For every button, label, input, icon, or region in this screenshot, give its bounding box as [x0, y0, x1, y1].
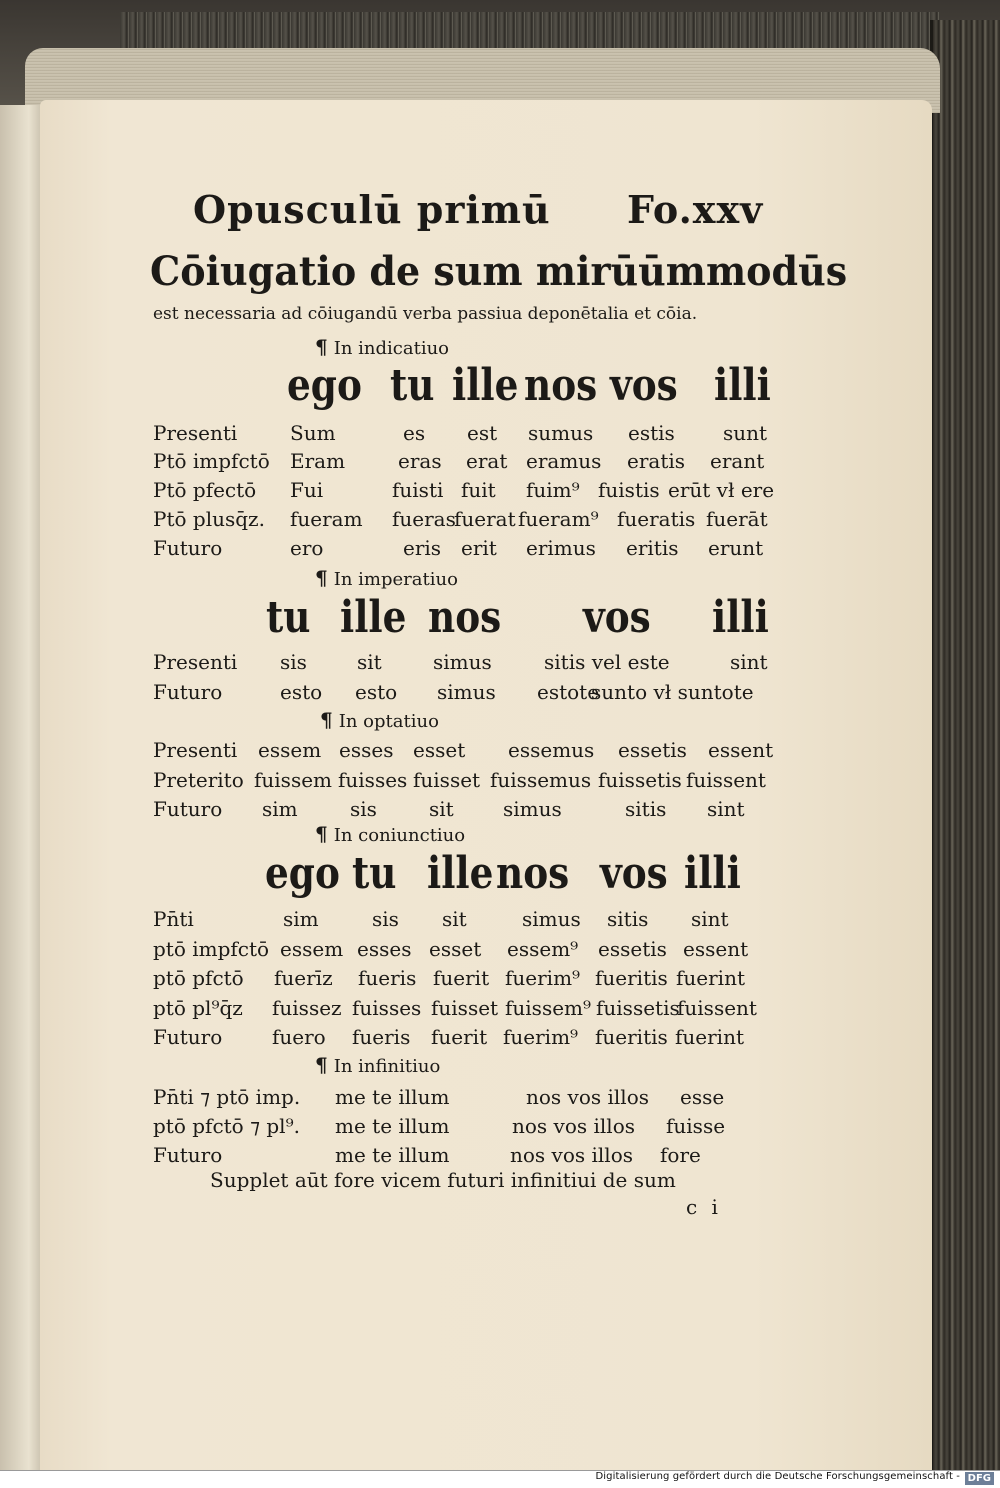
- tense-label: Ptō impfctō: [153, 449, 270, 473]
- pilcrow-mark: ¶: [315, 1053, 328, 1077]
- verb-form: esses: [357, 937, 412, 961]
- title-subline: est necessaria ad cōiugandū verba passiua deponētalia et cōia.: [153, 304, 698, 324]
- pilcrow-mark: ¶: [315, 822, 328, 846]
- verb-form: fuerīz: [274, 966, 333, 990]
- pronoun: nos: [496, 848, 570, 899]
- verb-form: nos vos illos: [526, 1085, 649, 1109]
- verb-form: sumus: [528, 421, 594, 445]
- verb-form: esto: [355, 680, 398, 704]
- tense-label: Futuro: [153, 1143, 223, 1167]
- mood-label-imperative: [315, 566, 458, 590]
- verb-form: fuissem: [254, 768, 333, 792]
- verb-form: eritis: [626, 536, 679, 560]
- verb-form: sint: [730, 650, 768, 674]
- verb-form: essem: [280, 937, 344, 961]
- verb-form: sitis: [625, 797, 667, 821]
- tense-label: Ptō pfectō: [153, 478, 257, 502]
- verb-form: fueram⁹: [518, 507, 599, 531]
- tense-label: Futuro: [153, 680, 223, 704]
- verb-form: sitis: [607, 907, 649, 931]
- verb-form: fuisset: [413, 768, 481, 792]
- mood-label-text: In optatiuo: [338, 711, 439, 732]
- verb-form: simus: [522, 907, 581, 931]
- verb-form: sim: [283, 907, 319, 931]
- verb-form: fuerat: [454, 507, 516, 531]
- verb-form: fuissent: [677, 996, 757, 1020]
- tense-label: ptō pfctō: [153, 966, 244, 990]
- verb-form: fuissez: [272, 996, 342, 1020]
- verb-form: esset: [413, 738, 466, 762]
- verb-form: essemus: [508, 738, 595, 762]
- mood-label-text: In infinitiuo: [333, 1056, 441, 1077]
- folio-number: Fo.xxv: [627, 187, 764, 232]
- footer-credit: Digitalisierung gefördert durch die Deutsche Forschungsgemeinschaft -: [595, 1471, 960, 1482]
- verb-form: erunt: [708, 536, 764, 560]
- tense-label: ptō impfctō: [153, 937, 270, 961]
- verb-form: fueras: [392, 507, 456, 531]
- pronoun: ille: [427, 848, 494, 899]
- verb-form: essem⁹: [507, 937, 579, 961]
- verb-form: essent: [683, 937, 749, 961]
- verb-form: sit: [357, 650, 382, 674]
- infinitive-note: Supplet aūt fore vicem futuri infinitiui de sum: [210, 1168, 676, 1192]
- pronoun: ille: [340, 592, 407, 643]
- tense-label: Pn̄ti: [153, 907, 194, 931]
- tense-label: Presenti: [153, 650, 238, 674]
- verb-form: erant: [710, 449, 765, 473]
- mood-label-optative: [320, 708, 439, 732]
- verb-form: sint: [707, 797, 745, 821]
- verb-form: fuerim⁹: [505, 966, 581, 990]
- verb-form: nos vos illos: [512, 1114, 635, 1138]
- verb-form: fueritis: [595, 1025, 668, 1049]
- verb-form: sit: [442, 907, 467, 931]
- pronoun: nos: [428, 592, 502, 643]
- verb-form: fuissetis: [598, 768, 682, 792]
- verb-form: fueritis: [595, 966, 668, 990]
- mood-label-text: In imperatiuo: [333, 569, 458, 590]
- verb-form: eras: [398, 449, 442, 473]
- tense-label: Preterito: [153, 768, 244, 792]
- verb-form: eratis: [627, 449, 686, 473]
- verb-form: estis: [628, 421, 675, 445]
- verb-form: essent: [708, 738, 774, 762]
- pilcrow-mark: ¶: [315, 566, 328, 590]
- tense-label: Pn̄ti ⁊ ptō imp.: [153, 1085, 301, 1109]
- verb-form: Eram: [290, 449, 346, 473]
- verb-form: fuisses: [338, 768, 408, 792]
- pronoun: ego: [287, 360, 362, 411]
- verb-form: fuerim⁹: [503, 1025, 579, 1049]
- tense-label: Futuro: [153, 536, 223, 560]
- verb-form: simus: [433, 650, 492, 674]
- pronoun: ego: [265, 848, 340, 899]
- verb-form: est: [467, 421, 498, 445]
- verb-form: fuerāt: [706, 507, 768, 531]
- mood-label-text: In coniunctiuo: [333, 825, 466, 846]
- verb-form: fuisse: [666, 1114, 726, 1138]
- pronoun: nos: [524, 360, 598, 411]
- verb-form: sunto vł suntote: [591, 680, 754, 704]
- verb-form: sim: [262, 797, 298, 821]
- verb-form: fueram: [290, 507, 363, 531]
- verb-form: fore: [660, 1143, 701, 1167]
- verb-form: essem: [258, 738, 322, 762]
- pilcrow-mark: ¶: [315, 335, 328, 359]
- verb-form: essetis: [598, 937, 667, 961]
- verb-form: eris: [403, 536, 442, 560]
- signature-mark: c i: [686, 1195, 722, 1219]
- verb-form: esset: [429, 937, 482, 961]
- tense-label: ptō pfctō ⁊ pl⁹.: [153, 1114, 300, 1138]
- verb-form: simus: [437, 680, 496, 704]
- pronoun: vos: [610, 360, 678, 411]
- verb-form: me te illum: [335, 1143, 450, 1167]
- verb-form: essetis: [618, 738, 687, 762]
- verb-form: eramus: [526, 449, 602, 473]
- verb-form: fuerit: [431, 1025, 488, 1049]
- verb-form: fueris: [358, 966, 417, 990]
- verb-form: erit: [461, 536, 497, 560]
- verb-form: nos vos illos: [510, 1143, 633, 1167]
- verb-form: fuistis: [598, 478, 660, 502]
- pronoun: tu: [390, 360, 435, 411]
- tense-label: Ptō plusq̄z.: [153, 507, 265, 531]
- verb-form: erūt vł ere: [668, 478, 775, 502]
- verb-form: fuissent: [686, 768, 766, 792]
- verb-form: fuim⁹: [526, 478, 580, 502]
- verb-form: sint: [691, 907, 729, 931]
- dfg-logo-icon[interactable]: DFG: [965, 1472, 994, 1485]
- book-binding-top: [120, 12, 940, 50]
- tense-label: Presenti: [153, 738, 238, 762]
- tense-label: Presenti: [153, 421, 238, 445]
- verb-form: fuerint: [675, 1025, 744, 1049]
- pronoun: illi: [712, 592, 769, 643]
- verb-form: sis: [372, 907, 399, 931]
- tense-label: Futuro: [153, 1025, 223, 1049]
- running-title: Opusculū primū: [193, 187, 551, 232]
- mood-label-indicative: [315, 335, 449, 359]
- verb-form: esses: [339, 738, 394, 762]
- verb-form: esse: [680, 1085, 725, 1109]
- verb-form: me te illum: [335, 1114, 450, 1138]
- verb-form: sunt: [723, 421, 768, 445]
- verb-form: fuerit: [433, 966, 490, 990]
- pronoun: illi: [684, 848, 741, 899]
- verb-form: estote: [537, 680, 600, 704]
- tense-label: Futuro: [153, 797, 223, 821]
- verb-form: sis: [280, 650, 307, 674]
- pronoun: vos: [583, 592, 651, 643]
- verb-form: fuisti: [392, 478, 444, 502]
- mood-label-infinitive: [315, 1053, 440, 1077]
- pronoun: vos: [600, 848, 668, 899]
- verb-form: fuissemus: [490, 768, 592, 792]
- verb-form: me te illum: [335, 1085, 450, 1109]
- verb-form: fuerint: [676, 966, 745, 990]
- verb-form: esto: [280, 680, 323, 704]
- verb-form: es: [403, 421, 426, 445]
- verb-form: Sum: [290, 421, 336, 445]
- verb-form: fueratis: [617, 507, 696, 531]
- verb-form: ero: [290, 536, 324, 560]
- verb-form: fuisset: [431, 996, 499, 1020]
- verb-form: fuero: [272, 1025, 326, 1049]
- page-title: Cōiugatio de sum mirūūmmodūs: [150, 248, 848, 295]
- verb-form: erimus: [526, 536, 596, 560]
- pronoun: illi: [714, 360, 771, 411]
- verb-form: erat: [466, 449, 508, 473]
- pilcrow-mark: ¶: [320, 708, 333, 732]
- pronoun: ille: [452, 360, 519, 411]
- verb-form: Fui: [290, 478, 324, 502]
- verb-form: fuisses: [352, 996, 422, 1020]
- verb-form: sis: [350, 797, 377, 821]
- verb-form: sit: [429, 797, 454, 821]
- mood-label-subjunctive: [315, 822, 465, 846]
- verb-form: fuit: [461, 478, 496, 502]
- tense-label: ptō pl⁹q̄z: [153, 996, 243, 1020]
- verb-form: fueris: [352, 1025, 411, 1049]
- verb-form: sitis vel este: [544, 650, 670, 674]
- pronoun: tu: [266, 592, 311, 643]
- verb-form: fuissem⁹: [505, 996, 592, 1020]
- book-binding-right: [930, 20, 1000, 1470]
- verb-form: fuissetis: [596, 996, 680, 1020]
- mood-label-text: In indicatiuo: [333, 338, 450, 359]
- verb-form: simus: [503, 797, 562, 821]
- pronoun: tu: [352, 848, 397, 899]
